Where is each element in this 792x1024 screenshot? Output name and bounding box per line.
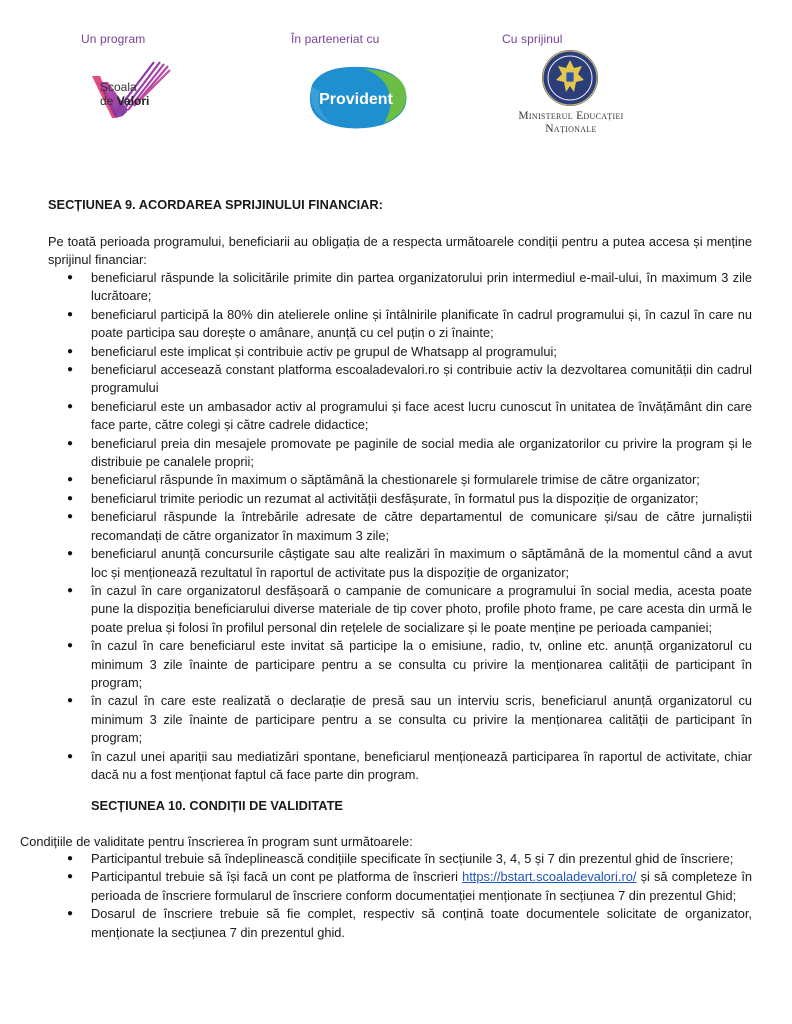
page-header: [0, 0, 792, 150]
registration-platform-link[interactable]: https://bstart.scoaladevalori.ro/: [462, 869, 637, 885]
scoala-line2-prefix: de: [100, 94, 117, 108]
list-item: ● în cazul în care organizatorul desfășoară o campanie de comunicare a programului în social media, acesta poate pune la dispoziția beneficiarului diverse materiale de tip cover photo, profile photo frame, pe care acesta din urmă le poate prelua și folosi în profilul personal din rețelele de socializare și le poate menține pe perioada campaniei;: [48, 582, 752, 637]
list-item: ● beneficiarul participă la 80% din atelierele online și întâlnirile planificate în cadrul programului și, în cazul în care nu poate participa sau dorește o amânare, anunță cu cel puțin o zi înainte;: [48, 306, 752, 343]
item2-text-before: Participantul trebuie să își facă un cont pe platforma de înscrieri: [91, 869, 463, 885]
scoala-line1: Școala: [100, 80, 137, 94]
scoala-line2-bold: Valori: [116, 94, 150, 108]
list-item: ● beneficiarul este un ambasador activ al programului și face acest lucru cunoscut în unitatea de învățământ din care face parte, către colegi și către cadrele didactice;: [48, 398, 752, 435]
list-item: ● beneficiarul răspunde în maximum o săptămână la chestionarele și formularele trimise de către organizator;: [48, 471, 752, 489]
list-item: ● Dosarul de înscriere trebuie să fie complet, respectiv să conțină toate documentele solicitate de organizator, menționate la secțiunea 7 din prezentul ghid.: [48, 905, 752, 942]
list-item: ● beneficiarul trimite periodic un rezumat al activității desfășurate, în formatul pus la dispoziție de organizator;: [48, 490, 752, 508]
section-9-intro: Pe toată perioada programului, beneficiarii au obligația de a respecta următoarele condiții pentru a putea accesa și menține sprijinul financiar:: [48, 234, 752, 268]
ministry-line1: Ministerul Educației: [518, 110, 624, 122]
list-item: ● în cazul în care este realizată o declarație de presă sau un interviu scris, beneficiarul anunță organizatorul cu minimum 3 zile înainte de participare pentru a se consulta cu privire la menționarea calității de participant în program;: [48, 692, 752, 747]
provident-logo-icon: [302, 63, 412, 131]
list-item: ● beneficiarul accesează constant platforma escoaladevalori.ro și contribuie activ la dezvoltarea comunității din cadrul programului: [48, 361, 752, 398]
section-9-title: SECȚIUNEA 9. ACORDAREA SPRIJINULUI FINANCIAR:: [48, 197, 383, 212]
list-item: ● în cazul unei apariții sau mediatizări spontane, beneficiarul menționează participarea în raportul de activitate, chiar dacă nu a fost menționat faptul că face parte din program.: [48, 748, 752, 785]
section-10-intro: Condițiile de validitate pentru înscrierea în program sunt următoarele:: [20, 834, 413, 849]
provident-label: Provident: [319, 91, 393, 108]
item2-text-after: și să completeze în perioada de înscriere formularul de înscriere conform documentației menționate în secțiunea 7 din prezentul Ghid;: [91, 869, 753, 903]
caption-program: Un program: [81, 32, 146, 46]
ministry-wordmark: [502, 110, 640, 136]
caption-support: Cu sprijinul: [502, 32, 563, 46]
ministry-line2: Naționale: [545, 123, 597, 135]
government-crest-icon: [540, 48, 600, 108]
section-10-list: [48, 850, 752, 942]
list-item: [48, 868, 752, 905]
scoala-line2: [100, 94, 149, 108]
section-9-list: [48, 269, 752, 784]
caption-partner: În parteneriat cu: [291, 32, 380, 46]
list-item: ● beneficiarul răspunde la întrebările adresate de către departamentul de comunicare și/sau de către jurnaliștii recomandați de către organizator în maximum 3 zile;: [48, 508, 752, 545]
list-item: ● beneficiarul este implicat și contribuie activ pe grupul de Whatsapp al programului;: [48, 343, 752, 361]
list-item: ● beneficiarul răspunde la solicitările primite din partea organizatorului prin intermediul e-mail-ului, în maximum 3 zile lucrătoare;: [48, 269, 752, 306]
list-item: ● în cazul în care beneficiarul este invitat să participe la o emisiune, radio, tv, online etc. anunță organizatorul cu minimum 3 zile înainte de participare pentru a se consulta cu privire la menționarea calității de participant în program;: [48, 637, 752, 692]
list-item: ● beneficiarul preia din mesajele promovate pe paginile de social media ale organizatorilor cu privire la program și le distribuie pe canalele proprii;: [48, 435, 752, 472]
list-item: ● Participantul trebuie să îndeplinească condițiile specificate în secțiunile 3, 4, 5 și 7 din prezentul ghid de înscriere;: [48, 850, 752, 868]
list-item: ● beneficiarul anunță concursurile câștigate sau alte realizări în maximum o săptămână de la momentul când a avut loc și menționează rezultatul în raportul de activitate pus la dispoziție de organizator;: [48, 545, 752, 582]
scoala-de-valori-wordmark: [100, 80, 149, 108]
section-10-title: SECȚIUNEA 10. CONDIȚII DE VALIDITATE: [91, 798, 343, 813]
